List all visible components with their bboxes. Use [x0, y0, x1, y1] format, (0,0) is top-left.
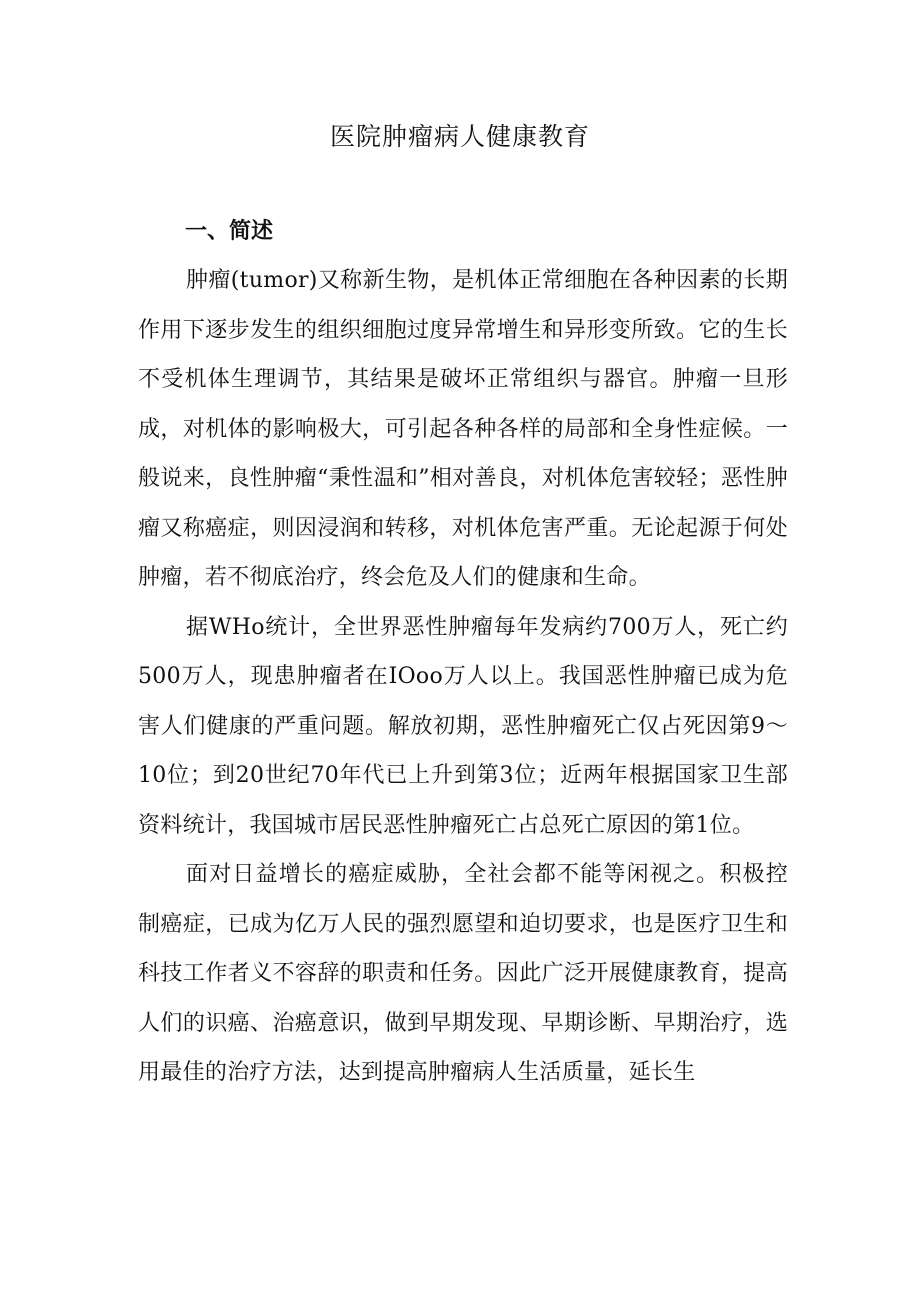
paragraph-education: 面对日益增长的癌症威胁，全社会都不能等闲视之。积极控制癌症，已成为亿万人民的强烈愿望和迫切要求，也是医疗卫生和科技工作者义不容辞的职责和任务。因此广泛开展健康教育，提高人们的识癌、治癌意识，做到早期发现、早期诊断、早期治疗，选用最佳的治疗方法，达到提高肿瘤病人生活质量，延长生 [138, 862, 788, 1085]
page-title: 医院肿瘤病人健康教育 [329, 122, 590, 151]
section-heading: 一、简述 [185, 218, 274, 244]
document-body [138, 256, 788, 1098]
paragraph-statistics: 据WHo统计，全世界恶性肿瘤每年发病约700万人，死亡约500万人，现患肿瘤者在IOoo万人以上。我国恶性肿瘤已成为危害人们健康的严重问题。解放初期，恶性肿瘤死亡仅占死因第9～10位；到20世纪70年代已上升到第3位；近两年根据国家卫生部资料统计，我国城市居民恶性肿瘤死亡占总死亡原因的第1位。 [138, 614, 788, 838]
paragraph-intro: 肿瘤(tumor)又称新生物，是机体正常细胞在各种因素的长期作用下逐步发生的组织细胞过度异常增生和异形变所致。它的生长不受机体生理调节，其结果是破坏正常组织与器官。肿瘤一旦形成，对机体的影响极大，可引起各种各样的局部和全身性症候。一般说来，良性肿瘤“秉性温和”相对善良，对机体危害较轻；恶性肿瘤又称癌症，则因浸润和转移，对机体危害严重。无论起源于何处肿瘤，若不彻底治疗，终会危及人们的健康和生命。 [138, 268, 788, 590]
